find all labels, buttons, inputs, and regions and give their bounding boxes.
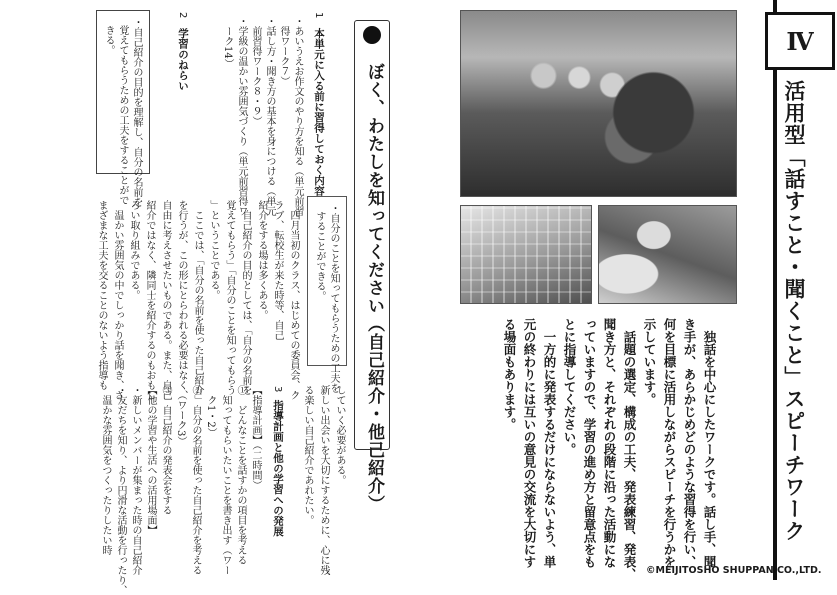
objective-line: ・自己紹介の目的を理解し、自分の名前を <box>131 17 142 207</box>
paragraph-line: 覚えてもらう」「自分のことを知ってもらう <box>224 200 235 395</box>
section-3-heading: 指導計画と他の学習への発展 <box>272 400 284 537</box>
list-item: ・友だちを知り、より円滑な活動を行ったり、 <box>115 385 126 595</box>
paragraph-line: 自由に考えさせたいものである。また、自己 <box>160 200 171 400</box>
list-item: 前習得ワーク８・９） <box>250 26 261 126</box>
paragraph-line: ここでは、「自分の名前を使った自己紹介」 <box>192 200 203 405</box>
body-line: 示しています。 <box>642 318 657 406</box>
paragraph-line: る楽しい自己紹介であれたい。 <box>302 385 313 525</box>
body-line: 独話を中心にしたワークです。話し手、聞 <box>702 318 717 568</box>
list-item: ク1・2） <box>205 385 216 438</box>
list-item: ーク14） <box>222 26 233 69</box>
paragraph-line: まざまな工夫を交ることのないよう指導も <box>96 200 107 390</box>
list-item: ・あいうえお作文のやり方を知る（単元前習 <box>292 16 303 216</box>
list-item: （ワーク3） <box>175 385 186 447</box>
chapter-rule <box>773 0 777 580</box>
paragraph-line: ラブ、転校生が来た時等、自己 <box>272 200 283 340</box>
paragraph-line: 温かい雰囲気の中でしっかり話を聞き、さ <box>112 200 123 400</box>
unit-title: ぼく、わたしを知ってください（自己紹介・他己紹介） <box>364 63 384 513</box>
goal-box <box>307 196 347 393</box>
copyright-notice: ©MEIJITOSHO SHUPPAN CO.,LTD. <box>646 565 822 576</box>
objective-box <box>96 10 150 207</box>
paragraph-line: 紹介ではなく、隣同士を紹介するのもおもし <box>144 200 155 400</box>
body-line: っていますので、学習の進め方と留意点をも <box>582 318 597 568</box>
bulletin-board-photo <box>460 205 592 304</box>
unit-title-box <box>354 20 390 513</box>
list-item: ・話し方・聞き方の基本を身につける（単元 <box>264 16 275 216</box>
section-2-heading: 学習のねらい <box>177 28 189 91</box>
objective-line: きる。 <box>103 25 114 55</box>
paragraph-line: 四月当初のクラス、はじめての委員会、ク <box>288 200 299 400</box>
body-line: 話題の選定、構成の工夫、発表練習、発表、 <box>622 318 637 581</box>
list-item: ・学級の温かい雰囲気づくり（単元前習得ワ <box>236 16 247 216</box>
body-line: とに指導してください。 <box>562 318 577 456</box>
chapter-title: 活用型「話すこと・聞くこと」スピーチワーク <box>779 76 809 546</box>
section-1-heading: 本単元に入る前に習得しておく内容 <box>313 28 325 196</box>
children-at-desk-photo <box>598 205 737 304</box>
objective-line: 覚えてもらうための工夫をすることがで <box>117 25 128 205</box>
section-2-number: 2 <box>177 12 188 19</box>
paragraph-line: していく必要がある。 <box>334 385 345 485</box>
closing-paragraph <box>296 385 346 575</box>
list-item: 【他の学習や生活への活用場面】 <box>145 385 156 535</box>
section-3-list <box>92 385 262 595</box>
goal-line: することができる。 <box>314 211 325 301</box>
body-line: き手が、あらかじめどのような習得を行い、 <box>682 318 697 568</box>
paragraph-line: 新しい出会いを大切にするために、心に残 <box>318 385 329 575</box>
chapter-number: Ⅳ <box>786 26 814 56</box>
goal-line: ・自分のことを知ってもらうための工夫を <box>328 203 339 393</box>
body-line: 何を目標に活用しながらスピーチを行うかを <box>662 318 677 568</box>
list-item: 【指導計画】（二時間） <box>250 385 261 490</box>
list-item: ② 自分の名前を使った自己紹介を考える <box>190 385 201 575</box>
intro-body <box>478 318 718 581</box>
chapter-number-box <box>765 12 835 70</box>
paragraph-line: ろい取り組みである。 <box>128 200 139 300</box>
body-line: る場面もあります。 <box>502 318 517 431</box>
paragraph-line: を行うが、この形にとらわれる必要はなく、 <box>176 200 187 400</box>
body-line: 元の終わりには互いの意見の交流を大切にす <box>522 318 537 568</box>
paragraph-line: 」ということである。 <box>208 200 219 300</box>
list-item: ③ 自己紹介の発表会をする <box>160 385 171 515</box>
body-line: 一方的に発表するだけにならないよう、単 <box>542 318 557 568</box>
body-line: 聞き方と、それぞれの段階に沿った活動にな <box>602 318 617 568</box>
section-1-list <box>216 16 304 216</box>
section-1-number: 1 <box>313 12 324 19</box>
list-item: 知ってもらいたいことを書き出す（ワー <box>220 385 231 575</box>
paragraph-line: 自己紹介の目的としては、「自分の名前を <box>240 200 251 395</box>
classroom-children-photo <box>460 10 737 197</box>
list-item: ・新しいメンバーが集まった時の自己紹介 <box>130 385 141 575</box>
bullet-dot-icon <box>363 26 381 44</box>
list-item: 温かな雰囲気をつくったりしたい時 <box>100 385 111 555</box>
list-item: ① どんなことを話すかの項目を考える <box>235 385 246 565</box>
paragraph-line: 紹介をする場は多くある。 <box>256 200 267 320</box>
list-item: 得ワーク７） <box>278 26 289 86</box>
section-3-number: 3 <box>272 386 283 393</box>
